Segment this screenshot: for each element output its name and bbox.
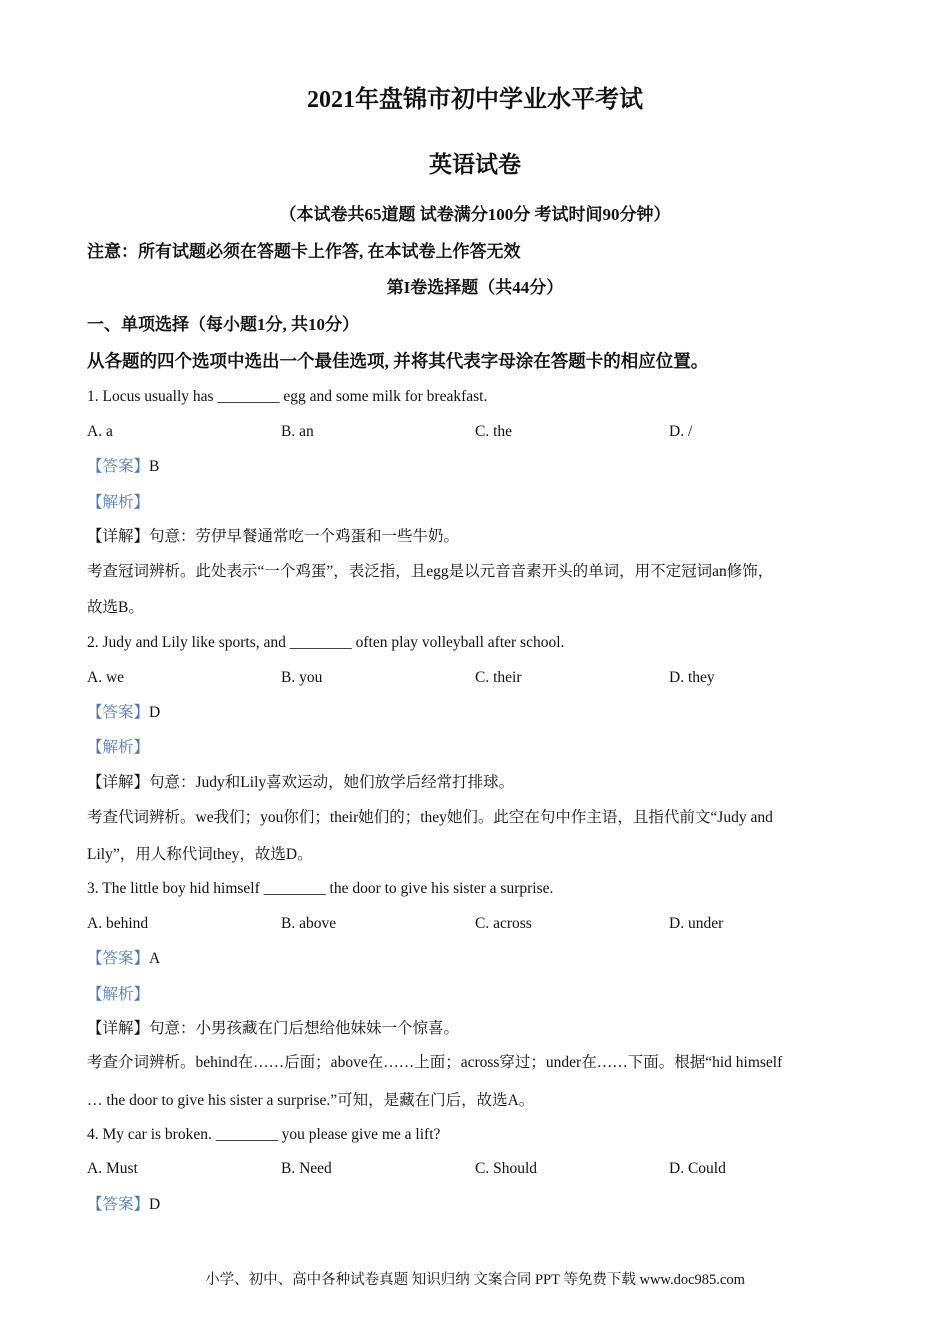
analysis-tag: 【解析】 bbox=[87, 494, 150, 511]
exam-subject: 英语试卷 bbox=[429, 152, 521, 177]
option-b: B. you bbox=[281, 669, 323, 686]
answer-value: D bbox=[149, 1196, 161, 1213]
question-stem: 4. My car is broken. ________ you please give me a lift? bbox=[87, 1126, 441, 1143]
option-d: D. Could bbox=[669, 1160, 726, 1177]
option-c: C. the bbox=[475, 423, 513, 440]
exam-notice: 注意：所有试题必须在答题卡上作答, 在本试卷上作答无效 bbox=[87, 242, 521, 261]
option-a: A. behind bbox=[87, 915, 149, 932]
explain-line: 考查冠词辨析。此处表示“一个鸡蛋”，表泛指，且egg是以元音音素开头的单词，用不定冠词an修饰， bbox=[87, 563, 774, 580]
question-stem: 3. The little boy hid himself ________ the door to give his sister a surprise. bbox=[87, 880, 554, 897]
answer-value: D bbox=[149, 704, 161, 721]
detail-line bbox=[87, 1019, 459, 1039]
answer-value: A bbox=[149, 950, 161, 967]
option-d: D. under bbox=[669, 915, 724, 932]
answer-line bbox=[87, 457, 159, 477]
question-stem: 2. Judy and Lily like sports, and ________ often play volleyball after school. bbox=[87, 634, 565, 651]
answer-value: B bbox=[149, 458, 160, 475]
option-c: C. across bbox=[475, 915, 532, 932]
answer-tag: 【答案】 bbox=[87, 1196, 150, 1213]
option-a: A. a bbox=[87, 423, 113, 440]
answer-tag: 【答案】 bbox=[87, 458, 150, 475]
explain-line: Lily”，用人称代词they，故选D。 bbox=[87, 846, 313, 863]
option-b: B. Need bbox=[281, 1160, 332, 1177]
detail-text: 句意：劳伊早餐通常吃一个鸡蛋和一些牛奶。 bbox=[149, 528, 460, 545]
analysis-tag: 【解析】 bbox=[87, 986, 150, 1003]
option-d: D. / bbox=[669, 423, 693, 440]
detail-line bbox=[87, 527, 459, 547]
explain-line: 考查代词辨析。we我们；you你们；their她们的；they她们。此空在句中作主语，且指代前文“Judy and bbox=[87, 809, 773, 826]
answer-line bbox=[87, 1195, 160, 1215]
answer-line bbox=[87, 703, 160, 723]
exam-title: 2021年盘锦市初中学业水平考试 bbox=[307, 87, 643, 113]
explain-line: 考查介词辨析。behind在……后面；above在……上面；across穿过；under在……下面。根据“hid himself bbox=[87, 1054, 783, 1071]
option-b: B. above bbox=[281, 915, 337, 932]
option-c: C. Should bbox=[475, 1160, 538, 1177]
part-heading: 第I卷选择题（共44分） bbox=[386, 278, 564, 297]
option-a: A. Must bbox=[87, 1160, 138, 1177]
answer-line bbox=[87, 949, 160, 969]
analysis-tag: 【解析】 bbox=[87, 739, 150, 756]
answer-tag: 【答案】 bbox=[87, 704, 150, 721]
section-instruction: 从各题的四个选项中选出一个最佳选项, 并将其代表字母涂在答题卡的相应位置。 bbox=[87, 351, 709, 371]
option-b: B. an bbox=[281, 423, 314, 440]
option-c: C. their bbox=[475, 669, 522, 686]
detail-tag: 【详解】 bbox=[87, 774, 150, 791]
explain-line: … the door to give his sister a surprise.”可知，是藏在门后，故选A。 bbox=[87, 1092, 535, 1109]
detail-line bbox=[87, 773, 514, 793]
question-stem: 1. Locus usually has ________ egg and some milk for breakfast. bbox=[87, 388, 488, 405]
answer-tag: 【答案】 bbox=[87, 950, 150, 967]
explain-line: 故选B。 bbox=[87, 599, 144, 616]
exam-info: （本试卷共65道题 试卷满分100分 考试时间90分钟） bbox=[279, 205, 671, 224]
option-d: D. they bbox=[669, 669, 715, 686]
detail-tag: 【详解】 bbox=[87, 528, 150, 545]
page-footer: 小学、初中、高中各种试卷真题 知识归纳 文案合同 PPT 等免费下载 www.doc985.com bbox=[205, 1272, 745, 1288]
section-heading: 一、单项选择（每小题1分, 共10分） bbox=[87, 315, 359, 334]
detail-tag: 【详解】 bbox=[87, 1020, 150, 1037]
detail-text: 句意：Judy和Lily喜欢运动，她们放学后经常打排球。 bbox=[149, 774, 515, 791]
detail-text: 句意：小男孩藏在门后想给他妹妹一个惊喜。 bbox=[149, 1020, 460, 1037]
option-a: A. we bbox=[87, 669, 125, 686]
